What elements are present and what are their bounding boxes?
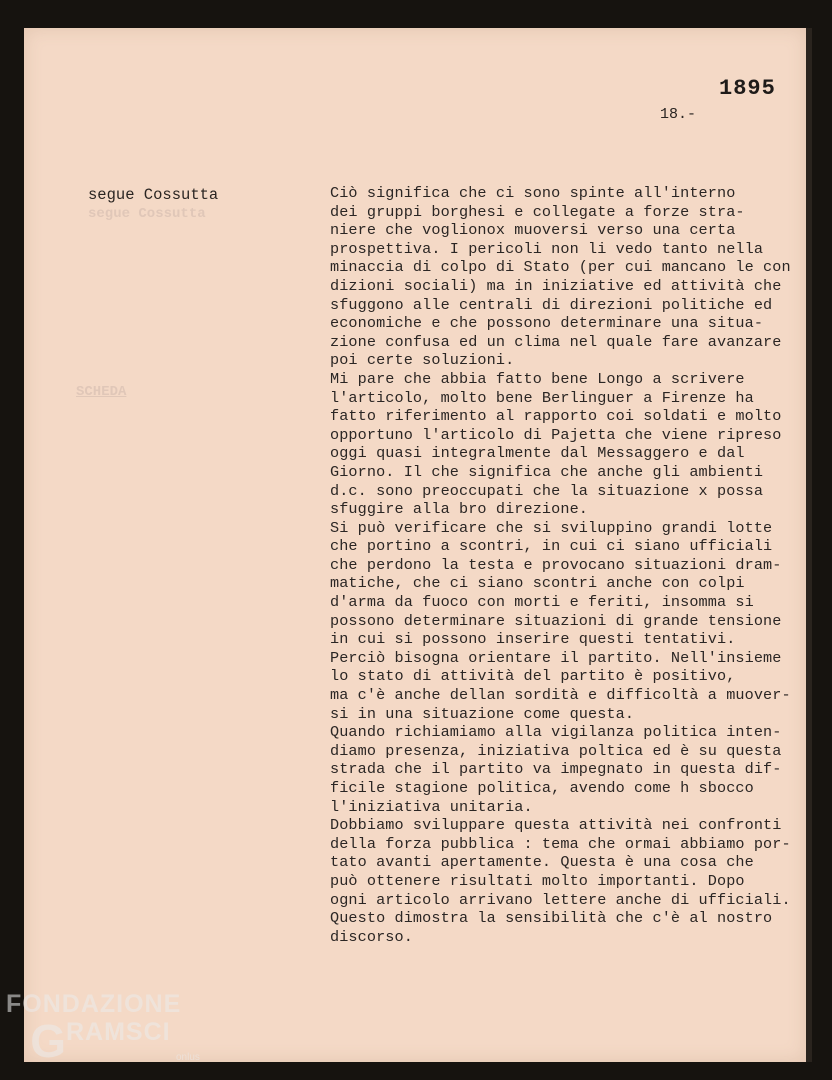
transcript-line: possono determinare situazioni di grande tensione [330, 611, 782, 630]
transcript-line: sfuggire alla bro direzione. [330, 500, 588, 519]
transcript-line: che perdono la testa e provocano situazioni dram- [330, 555, 782, 574]
transcript-line: Perciò bisogna orientare il partito. Nell'insieme [330, 648, 782, 667]
transcript-body [330, 184, 800, 946]
transcript-line: che portino a scontri, in cui ci siano ufficiali [330, 537, 773, 556]
transcript-line: l'articolo, molto bene Berlinguer a Firenze ha [330, 388, 754, 407]
transcript-line: Giorno. Il che significa che anche gli ambienti [330, 462, 764, 481]
transcript-line: discorso. [330, 927, 413, 946]
show-through-speaker: segue Cossutta [88, 206, 206, 222]
transcript-line: Si può verificare che si sviluppino grandi lotte [330, 518, 773, 537]
transcript-line: fatto riferimento al rapporto coi soldati e molto [330, 407, 782, 426]
watermark-line-2: RAMSCI [66, 1018, 171, 1046]
show-through-label: SCHEDA [76, 384, 127, 400]
transcript-line: ogni articolo arrivano lettere anche di ufficiali. [330, 890, 791, 909]
transcript-line: poi certe soluzioni. [330, 351, 515, 370]
transcript-line: tato avanti apertamente. Questa è una cosa che [330, 853, 754, 872]
transcript-line: Quando richiamiamo alla vigilanza politica inten- [330, 723, 782, 742]
transcript-line: Dobbiamo sviluppare questa attività nei confronti [330, 816, 782, 835]
sheet-number: 18.- [660, 106, 697, 123]
watermark-line-1: FONDAZIONE [6, 990, 182, 1018]
transcript-line: lo stato di attività del partito è positivo, [330, 667, 736, 686]
transcript-line: strada che il partito va impegnato in questa dif- [330, 760, 782, 779]
transcript-line: sfuggono alle centrali di direzioni politiche ed [330, 295, 773, 314]
transcript-line: l'iniziativa unitaria. [330, 797, 533, 816]
transcript-line: Ciò significa che ci sono spinte all'interno [330, 184, 736, 202]
transcript-line: d'arma da fuoco con morti e feriti, insomma si [330, 593, 754, 612]
page-edge [806, 28, 812, 1062]
transcript-line: minaccia di colpo di Stato (per cui mancano le con [330, 258, 791, 277]
transcript-line: prospettiva. I pericoli non li vedo tanto nella [330, 239, 764, 258]
transcript-line: diamo presenza, iniziativa poltica ed è su questa [330, 741, 782, 760]
transcript-line: oggi quasi integralmente dal Messaggero e dal [330, 444, 745, 463]
transcript-line: d.c. sono preoccupati che la situazione x possa [330, 481, 764, 500]
transcript-line: può ottenere risultati molto importanti. Dopo [330, 871, 745, 890]
watermark-initial: G [30, 1015, 66, 1067]
watermark-onlus: onlus [176, 1052, 200, 1063]
transcript-line: della forza pubblica : tema che ormai abbiamo por- [330, 834, 791, 853]
transcript-line: zione confusa ed un clima nel quale fare avanzare [330, 332, 782, 351]
transcript-line: ma c'è anche dellan sordità e difficoltà a muover- [330, 686, 791, 705]
transcript-line: ficile stagione politica, avendo come h sbocco [330, 779, 754, 797]
transcript-line: si in una situazione come questa. [330, 704, 635, 723]
transcript-line: matiche, che ci siano scontri anche con colpi [330, 574, 745, 593]
transcript-line: in cui si possono inserire questi tentativi. [330, 630, 736, 649]
transcript-line: economiche e che possono determinare una situa- [330, 314, 764, 333]
transcript-line: opportuno l'articolo di Pajetta che viene ripreso [330, 425, 782, 444]
archive-page-number: 1895 [719, 76, 776, 101]
transcript-line: Questo dimostra la sensibilità che c'è al nostro [330, 909, 773, 928]
transcript-line: niere che voglionox muoversi verso una certa [330, 221, 736, 240]
transcript-line: dizioni sociali) ma in iniziative ed attività che [330, 276, 782, 295]
speaker-label: segue Cossutta [88, 186, 219, 204]
transcript-line: Mi pare che abbia fatto bene Longo a scrivere [330, 369, 745, 388]
transcript-line: dei gruppi borghesi e collegate a forze stra- [330, 202, 745, 221]
